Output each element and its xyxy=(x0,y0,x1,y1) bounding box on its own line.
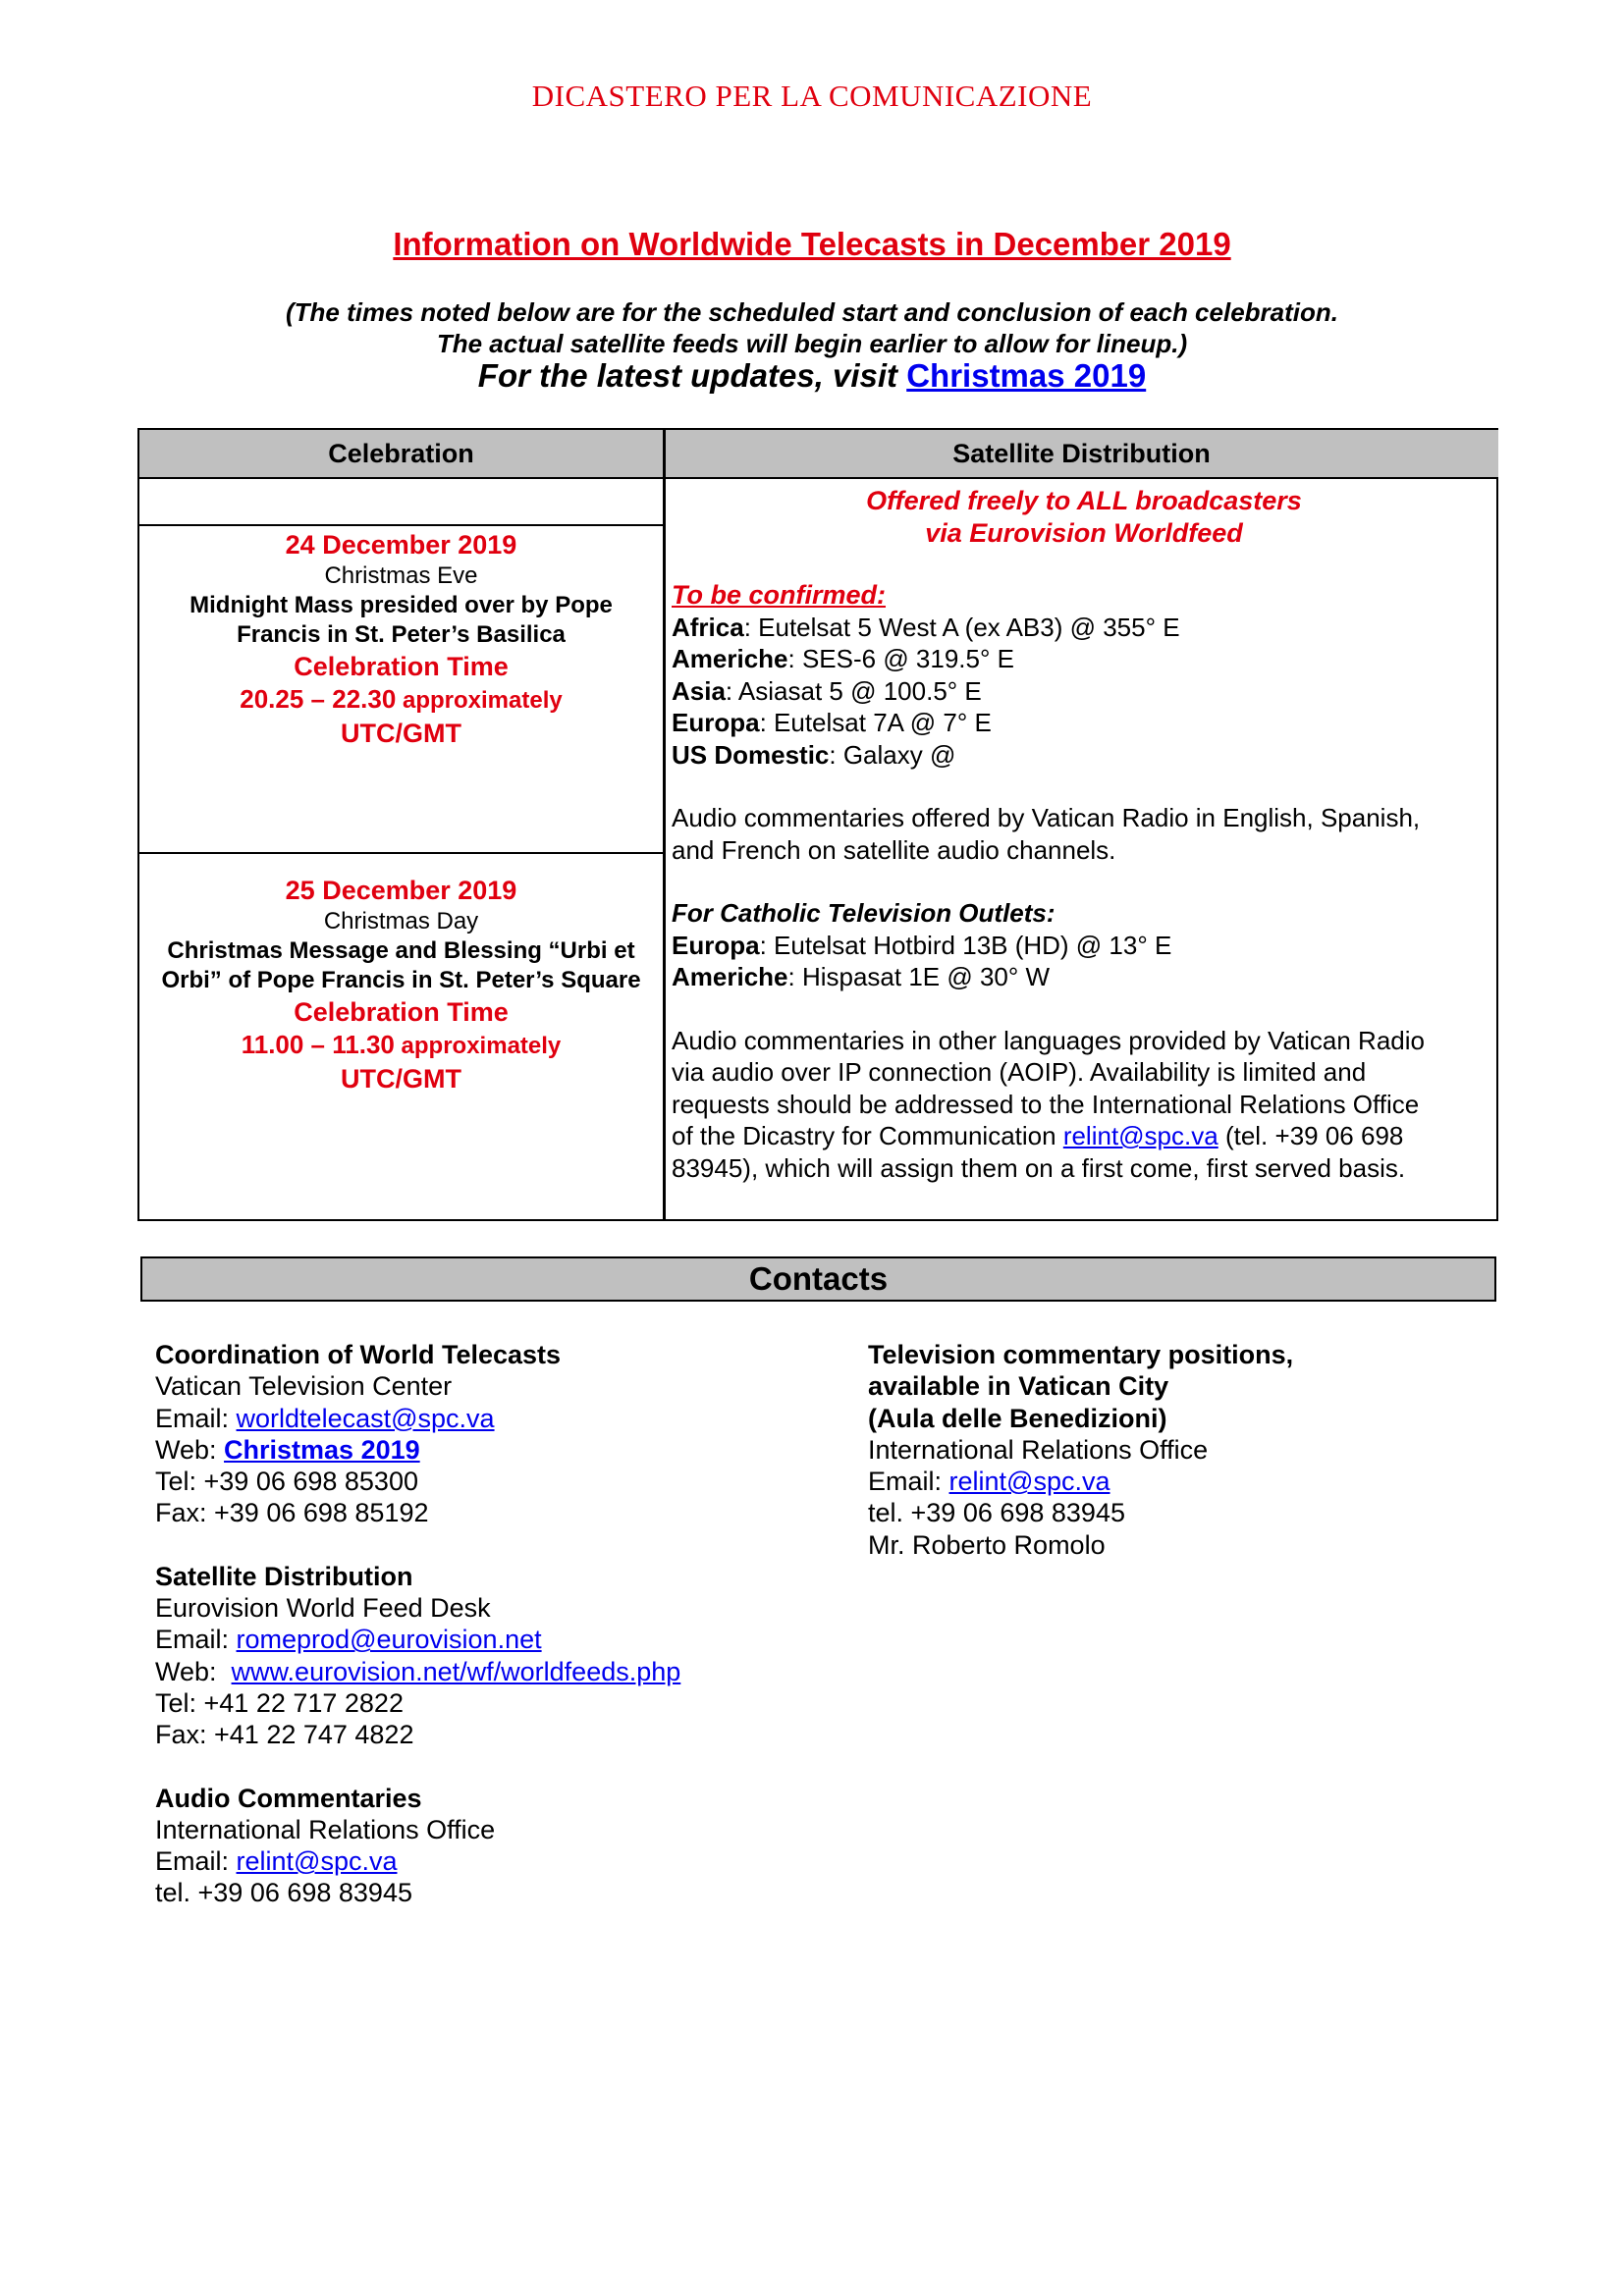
other-languages-note xyxy=(672,1025,1496,1185)
tv-positions-title-2: available in Vatican City xyxy=(868,1371,1169,1402)
celebration-desc-line-1: Christmas Message and Blessing “Urbi et xyxy=(167,937,635,964)
offer-line-2: via Eurovision Worldfeed xyxy=(925,518,1243,548)
celebration-time xyxy=(139,683,663,717)
audio-line-2: and French on satellite audio channels. xyxy=(672,834,1116,865)
web-label: Web: xyxy=(155,1656,232,1686)
worldtelecast-email-link[interactable]: worldtelecast@spc.va xyxy=(236,1403,495,1433)
feed-value: : Eutelsat 7A @ 7° E xyxy=(759,708,992,737)
telecast-table xyxy=(137,428,1498,1221)
coordination-fax: Fax: +39 06 698 85192 xyxy=(155,1498,429,1528)
other-line-1: Audio commentaries in other languages provided by Vatican Radio xyxy=(672,1025,1425,1055)
other-line-4-prefix: of the Dicastry for Communication xyxy=(672,1121,1063,1150)
offer-line-1: Offered freely to ALL broadcasters xyxy=(866,486,1302,515)
contacts-heading: Contacts xyxy=(140,1256,1496,1302)
celebration-time-label: Celebration Time xyxy=(294,652,509,681)
feed-region: Americhe xyxy=(672,962,788,991)
tv-positions-tel: tel. +39 06 698 83945 xyxy=(868,1498,1125,1528)
feed-row xyxy=(672,675,1496,708)
audio-org: International Relations Office xyxy=(155,1814,496,1844)
audio-tel: tel. +39 06 698 83945 xyxy=(155,1878,412,1908)
coordination-org: Vatican Television Center xyxy=(155,1371,453,1402)
feed-value: : Asiasat 5 @ 100.5° E xyxy=(725,675,982,706)
satellite-tel: Tel: +41 22 717 2822 xyxy=(155,1687,404,1718)
celebration-occasion: Christmas Eve xyxy=(324,562,478,589)
coordination-tel: Tel: +39 06 698 85300 xyxy=(155,1467,418,1497)
other-line-3: requests should be addressed to the International Relations Office xyxy=(672,1089,1420,1119)
celebration-occasion: Christmas Day xyxy=(323,908,479,934)
empty-cell xyxy=(139,477,663,526)
celebration-time-range: 11.00 – 11.30 xyxy=(241,1030,395,1059)
celebration-desc-line-2: Orbi” of Pope Francis in St. Peter’s Square xyxy=(161,967,641,993)
other-line-4 xyxy=(672,1120,1496,1152)
satellite-fax: Fax: +41 22 747 4822 xyxy=(155,1720,414,1750)
celebration-date: 25 December 2019 xyxy=(285,876,517,905)
contacts-left-column xyxy=(155,1339,842,1909)
department-header: DICASTERO PER LA COMUNICAZIONE xyxy=(531,79,1093,113)
audio-email-row xyxy=(155,1845,842,1877)
row-divider xyxy=(139,852,663,854)
satellite-column-header: Satellite Distribution xyxy=(665,430,1498,479)
feed-region: Americhe xyxy=(672,644,788,673)
relint-email-link[interactable]: relint@spc.va xyxy=(236,1846,398,1877)
note-line-1: (The times noted below are for the scheduled start and conclusion of each celebration. xyxy=(286,297,1338,327)
to-be-confirmed-label: To be confirmed: xyxy=(672,580,887,610)
email-label: Email: xyxy=(155,1625,237,1655)
feed-row xyxy=(672,930,1496,962)
celebration-time-suffix: approximately xyxy=(394,1033,562,1059)
romeprod-email-link[interactable]: romeprod@eurovision.net xyxy=(236,1625,542,1655)
satellite-title: Satellite Distribution xyxy=(155,1561,413,1591)
celebration-cells xyxy=(139,526,663,1186)
relint-email-link[interactable]: relint@spc.va xyxy=(1062,1121,1218,1150)
offer-note xyxy=(672,477,1496,550)
celebration-time-suffix: approximately xyxy=(396,687,563,714)
feed-region: US Domestic xyxy=(672,739,830,770)
feed-region: Africa xyxy=(672,612,744,642)
feed-row xyxy=(672,707,1496,739)
relint-email-link[interactable]: relint@spc.va xyxy=(948,1467,1110,1497)
coordination-title: Coordination of World Telecasts xyxy=(155,1340,562,1369)
audio-line-1: Audio commentaries offered by Vatican Radio in English, Spanish, xyxy=(672,803,1421,832)
other-line-4-suffix: (tel. +39 06 698 xyxy=(1218,1121,1404,1150)
email-label: Email: xyxy=(155,1403,237,1433)
feed-value: : Eutelsat Hotbird 13B (HD) @ 13° E xyxy=(759,930,1172,960)
tv-positions-title-1: Television commentary positions, xyxy=(868,1340,1294,1369)
feed-value: : Eutelsat 5 West A (ex AB3) @ 355° E xyxy=(743,612,1180,642)
celebration-time xyxy=(139,1029,663,1062)
web-label: Web: xyxy=(155,1434,225,1465)
column-divider xyxy=(663,430,666,1221)
satellite-org: Eurovision World Feed Desk xyxy=(155,1593,491,1624)
satellite-distribution-cell xyxy=(672,477,1496,1184)
coordination-web-row xyxy=(155,1434,842,1466)
note-line-2: The actual satellite feeds will begin earlier to allow for lineup.) xyxy=(436,329,1188,358)
feed-region: Asia xyxy=(672,675,726,706)
feed-row xyxy=(672,612,1496,644)
feed-region: Europa xyxy=(672,708,760,737)
celebration-christmas-day xyxy=(139,874,663,1095)
tv-positions-org: International Relations Office xyxy=(868,1434,1209,1465)
tv-positions-person: Mr. Roberto Romolo xyxy=(868,1529,1106,1560)
celebration-timezone: UTC/GMT xyxy=(341,1064,461,1094)
audio-commentaries-note xyxy=(672,802,1496,866)
feed-row xyxy=(672,643,1496,675)
celebration-desc-line-2: Francis in St. Peter’s Basilica xyxy=(237,621,566,648)
other-line-5: 83945), which will assign them on a first come, first served basis. xyxy=(672,1152,1406,1183)
satellite-web-row xyxy=(155,1656,842,1687)
satellite-email-row xyxy=(155,1624,842,1655)
tv-positions-email-row xyxy=(868,1466,1555,1497)
feed-value: : Galaxy @ xyxy=(829,739,956,770)
celebration-timezone: UTC/GMT xyxy=(341,719,461,748)
christmas-2019-web-link[interactable]: Christmas 2019 xyxy=(224,1434,420,1465)
celebration-time-label: Celebration Time xyxy=(294,997,509,1027)
email-label: Email: xyxy=(155,1846,237,1877)
document-title: Information on Worldwide Telecasts in December 2019 xyxy=(393,226,1231,262)
eurovision-web-link[interactable]: www.eurovision.net/wf/worldfeeds.php xyxy=(231,1656,681,1686)
feed-row xyxy=(672,739,1496,772)
other-line-2: via audio over IP connection (AOIP). Availability is limited and xyxy=(672,1057,1367,1087)
tv-positions-title-3: (Aula delle Benedizioni) xyxy=(868,1403,1167,1433)
latest-updates-text: For the latest updates, visit xyxy=(477,357,907,394)
email-label: Email: xyxy=(868,1467,949,1497)
celebration-date: 24 December 2019 xyxy=(285,530,517,560)
schedule-note xyxy=(0,296,1624,359)
contacts-right-column xyxy=(868,1339,1555,1561)
feed-region: Europa xyxy=(672,930,760,960)
catholic-outlets-label: For Catholic Television Outlets: xyxy=(672,898,1056,928)
feed-value: : SES-6 @ 319.5° E xyxy=(787,644,1014,673)
feed-value: : Hispasat 1E @ 30° W xyxy=(787,962,1051,991)
feed-row xyxy=(672,961,1496,993)
christmas-2019-link[interactable]: Christmas 2019 xyxy=(906,357,1147,394)
celebration-desc-line-1: Midnight Mass presided over by Pope xyxy=(189,592,613,618)
audio-title: Audio Commentaries xyxy=(155,1783,422,1813)
celebration-christmas-eve xyxy=(139,528,663,750)
celebration-time-range: 20.25 – 22.30 xyxy=(240,684,397,714)
coordination-email-row xyxy=(155,1403,842,1434)
celebration-column-header: Celebration xyxy=(139,430,665,479)
latest-updates xyxy=(0,357,1624,395)
